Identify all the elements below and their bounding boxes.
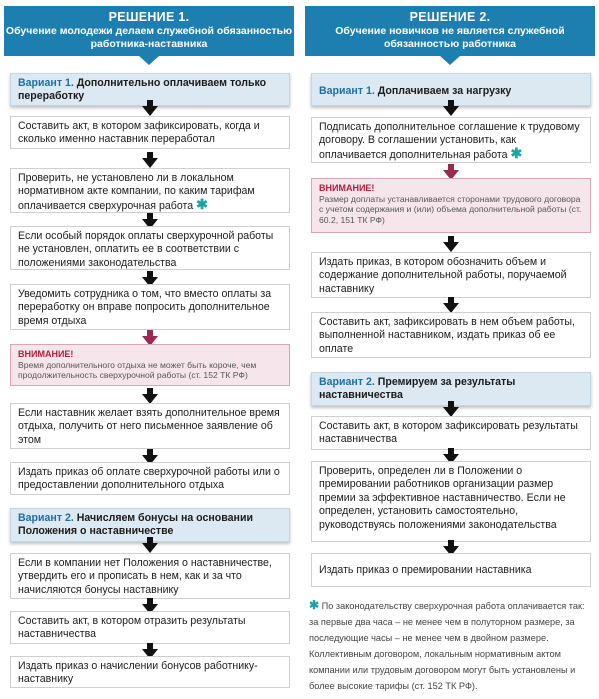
right-variant-2-text: Премируем за результаты наставничества bbox=[319, 376, 516, 402]
arrow-down-icon bbox=[142, 158, 158, 168]
right-warning-title: ВНИМАНИЕ! bbox=[319, 183, 375, 193]
right-step-1-text: Подписать дополнительное соглашение к трудовому договору. В соглашении установить, как оплачивается дополнительная работа bbox=[319, 121, 580, 161]
left-warning bbox=[10, 344, 290, 386]
right-step-4: Составить акт, в котором зафиксировать результаты наставничества bbox=[311, 416, 591, 450]
left-step-1: Составить акт, в котором зафиксировать, когда и сколько именно наставник переработал bbox=[10, 116, 290, 149]
left-step-4: Уведомить сотрудника о том, что вместо оплаты за переработку он вправе попросить дополнительное время отдыха bbox=[10, 284, 290, 330]
solution-1-header bbox=[4, 6, 294, 56]
left-step-7: Если в компании нет Положения о наставничестве, утвердить его и прописать в нем, как и за что начисляются бонусы наставнику bbox=[10, 553, 290, 599]
footnote bbox=[309, 598, 589, 694]
solution-1-subtitle: Обучение молодежи делаем служебной обязанностью работника-наставника bbox=[5, 25, 293, 50]
left-step-6: Издать приказ об оплате сверхурочной работы или о предоставлении дополнительного отдыха bbox=[10, 462, 290, 495]
right-step-2: Издать приказ, в котором обозначить объем и содержание дополнительной работы, поручаемой наставнику bbox=[311, 252, 591, 298]
right-warning-text: Размер доплаты устанавливается сторонами трудового договора с учетом содержания и (или) объема дополнительной работы (ст. 60.2, 151 ТК РФ) bbox=[319, 193, 582, 225]
arrow-down-icon bbox=[142, 106, 158, 116]
solution-2-subtitle: Обучение новичков не является служебной обязанностью работника bbox=[335, 25, 565, 50]
right-step-5: Проверить, определен ли в Положении о премировании работников организации размер премии за эффективное наставничество. Если не определен, установить самостоятельно, руководствуясь положениями законодательства bbox=[311, 461, 591, 542]
right-step-1 bbox=[311, 117, 591, 163]
left-step-3: Если особый порядок оплаты сверхурочной работы не установлен, оплатить ее в соответствии с положениями законодательства bbox=[10, 226, 290, 270]
left-variant-1-text: Дополнительно оплачиваем только переработку bbox=[18, 77, 267, 103]
right-variant-2-label: Вариант 2. bbox=[319, 376, 375, 388]
left-warning-title: ВНИМАНИЕ! bbox=[18, 349, 74, 359]
left-variant-1-label: Вариант 1. bbox=[18, 77, 74, 89]
right-step-3: Составить акт, зафиксировать в нем объем работы, выполненной наставником, издать приказ об ее оплате bbox=[311, 312, 591, 358]
right-variant-1-text: Доплачиваем за нагрузку bbox=[377, 85, 512, 97]
arrow-down-icon bbox=[443, 242, 459, 252]
asterisk-icon: ✱ bbox=[510, 144, 523, 161]
footnote-text: По законодательству сверхурочная работа оплачивается так: за первые два часа – не менее чем в полуторном размере, за последующие часы – не менее чем в двойном размере. Коллективным договором, локальным нормативным актом компании или трудовым договором могут быть установлены и более высокие тарифы (ст. 152 ТК РФ). bbox=[309, 601, 585, 691]
asterisk-icon: ✱ bbox=[309, 598, 320, 612]
right-variant-1-label: Вариант 1. bbox=[319, 85, 375, 97]
left-variant-2-label: Вариант 2. bbox=[18, 512, 74, 524]
asterisk-icon: ✱ bbox=[196, 195, 208, 212]
arrow-down-icon bbox=[142, 543, 158, 553]
left-step-5: Если наставник желает взять дополнительное время отдыха, получить от него письменное заявление об этом bbox=[10, 403, 290, 449]
solution-2-header bbox=[305, 6, 595, 56]
right-step-6: Издать приказ о премировании наставника bbox=[311, 553, 591, 587]
left-step-2-text: Проверить, не установлено ли в локальном нормативном акте компании, по каким тарифам оплачивается сверхурочная работа bbox=[18, 172, 255, 212]
solution-2-title: РЕШЕНИЕ 2. bbox=[409, 10, 491, 24]
solution-1-title: РЕШЕНИЕ 1. bbox=[108, 10, 190, 24]
right-warning bbox=[311, 178, 591, 233]
left-step-2 bbox=[10, 168, 290, 213]
left-warning-text: Время дополнительного отдыха не может быть короче, чем продолжительность сверхурочной работы (ст. 152 ТК РФ) bbox=[18, 359, 257, 381]
arrow-down-icon bbox=[443, 106, 459, 116]
left-step-9: Издать приказ о начислении бонусов работнику-наставнику bbox=[10, 656, 290, 688]
left-step-8: Составить акт, в котором отразить результаты наставничества bbox=[10, 611, 290, 644]
left-variant-2-text: Начисляем бонусы на основании Положения о наставничестве bbox=[18, 512, 253, 538]
